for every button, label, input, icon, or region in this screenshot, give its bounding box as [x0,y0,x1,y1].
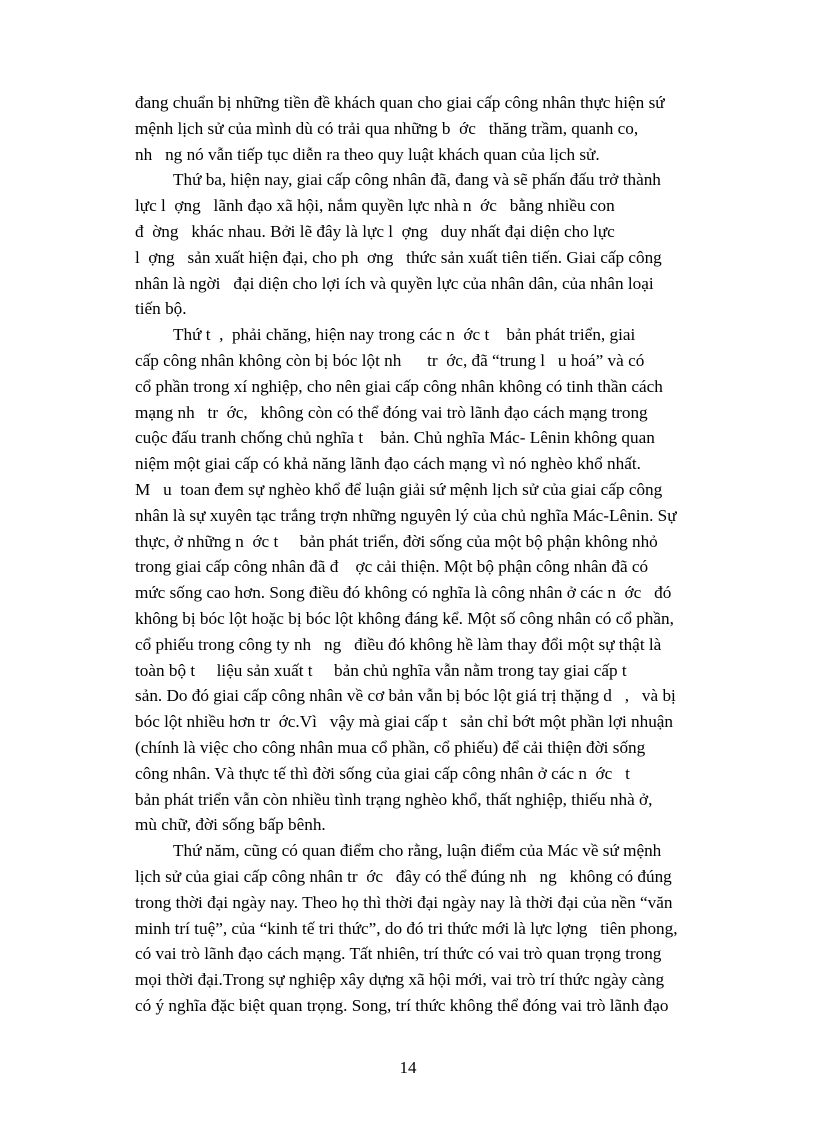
paragraph-start-line: Thứ ba, hiện nay, giai cấp công nhân đã, đang và sẽ phấn đấu trở thành [173,170,661,190]
text-line: nh ng nó vẫn tiếp tục diễn ra theo quy luật khách quan của lịch sử. [135,144,600,164]
text-line: công nhân. Và thực tế thì đời sống của giai cấp công nhân ở các n ớc t [135,763,630,783]
text-line: không bị bóc lột hoặc bị bóc lột không đáng kể. Một số công nhân có cổ phần, [135,608,674,628]
text-line: cổ phần trong xí nghiệp, cho nên giai cấp công nhân không có tinh thần cách [135,376,663,396]
text-line: cổ phiếu trong công ty nh ng điều đó không hề làm thay đổi một sự thật là [135,634,662,654]
text-line: bản phát triển vẫn còn nhiều tình trạng nghèo khổ, thất nghiệp, thiếu nhà ở, [135,789,653,809]
text-line: (chính là việc cho công nhân mua cổ phần, cổ phiếu) để cải thiện đời sống [135,737,646,757]
text-line: tiến bộ. [135,299,187,319]
text-line: đang chuẩn bị những tiền đề khách quan cho giai cấp công nhân thực hiện sứ [135,93,665,112]
text-line: thực, ở những n ớc t bản phát triển, đời sống của một bộ phận không nhỏ [135,531,658,551]
text-line: trong thời đại ngày nay. Theo họ thì thời đại ngày nay là thời đại của nền “văn [135,892,673,912]
text-line: l ợng sản xuất hiện đại, cho ph ơng thức sản xuất tiên tiến. Giai cấp công [135,247,662,267]
text-line: cuộc đấu tranh chống chủ nghĩa t bản. Chủ nghĩa Mác- Lênin không quan [135,428,655,448]
text-line: toàn bộ t liệu sản xuất t bản chủ nghĩa vẫn nằm trong tay giai cấp t [135,660,627,680]
text-line: có ý nghĩa đặc biệt quan trọng. Song, trí thức không thể đóng vai trò lãnh đạo [135,995,669,1015]
page-number: 14 [399,1058,417,1077]
text-line: mệnh lịch sử của mình dù có trải qua những b ớc thăng trầm, quanh co, [135,118,639,138]
text-line: nhân là ngời đại diện cho lợi ích và quyền lực của nhân dân, của nhân loại [135,273,654,293]
text-line: niệm một giai cấp có khả năng lãnh đạo cách mạng vì nó nghèo khổ nhất. [135,454,641,474]
paragraph-start-line: Thứ năm, cũng có quan điểm cho rằng, luận điểm của Mác về sứ mệnh [173,841,662,861]
text-line: sản. Do đó giai cấp công nhân về cơ bản vẫn bị bóc lột giá trị thặng d , và bị [135,686,676,706]
text-line: bóc lột nhiều hơn tr ớc.Vì vậy mà giai cấp t sản chỉ bớt một phần lợi nhuận [135,712,674,732]
text-line: minh trí tuệ”, của “kinh tế tri thức”, do đó tri thức mới là lực lợng tiên phong, [135,918,678,938]
text-line: có vai trò lãnh đạo cách mạng. Tất nhiên, trí thức có vai trò quan trọng trong [135,944,662,964]
text-line: lực l ợng lãnh đạo xã hội, nắm quyền lực nhà n ớc bằng nhiều con [135,196,615,216]
text-line: trong giai cấp công nhân đã đ ợc cải thiện. Một bộ phận công nhân đã có [135,557,649,577]
text-line: đ ờng khác nhau. Bởi lẽ đây là lực l ợng duy nhất đại diện cho lực [135,221,615,241]
text-line: mù chữ, đời sống bấp bênh. [135,815,326,835]
text-line: cấp công nhân không còn bị bóc lột nh tr ớc, đã “trung l u hoá” và có [135,350,645,370]
text-line: mạng nh tr ớc, không còn có thể đóng vai trò lãnh đạo cách mạng trong [135,402,648,422]
text-line: lịch sử của giai cấp công nhân tr ớc đây có thể đúng nh ng không có đúng [135,866,672,886]
text-line: M u toan đem sự nghèo khổ để luận giải sứ mệnh lịch sử của giai cấp công [135,479,663,499]
text-line: nhân là sự xuyên tạc trắng trợn những nguyên lý của chủ nghĩa Mác-Lênin. Sự [135,505,677,525]
paragraph-start-line: Thứ t , phải chăng, hiện nay trong các n ớc t bản phát triển, giai [173,325,636,345]
body-text [135,90,740,1019]
text-line: mức sống cao hơn. Song điều đó không có nghĩa là công nhân ở các n ớc đó [135,583,672,603]
text-line: mọi thời đại.Trong sự nghiệp xây dựng xã hội mới, vai trò trí thức ngày càng [135,970,665,990]
